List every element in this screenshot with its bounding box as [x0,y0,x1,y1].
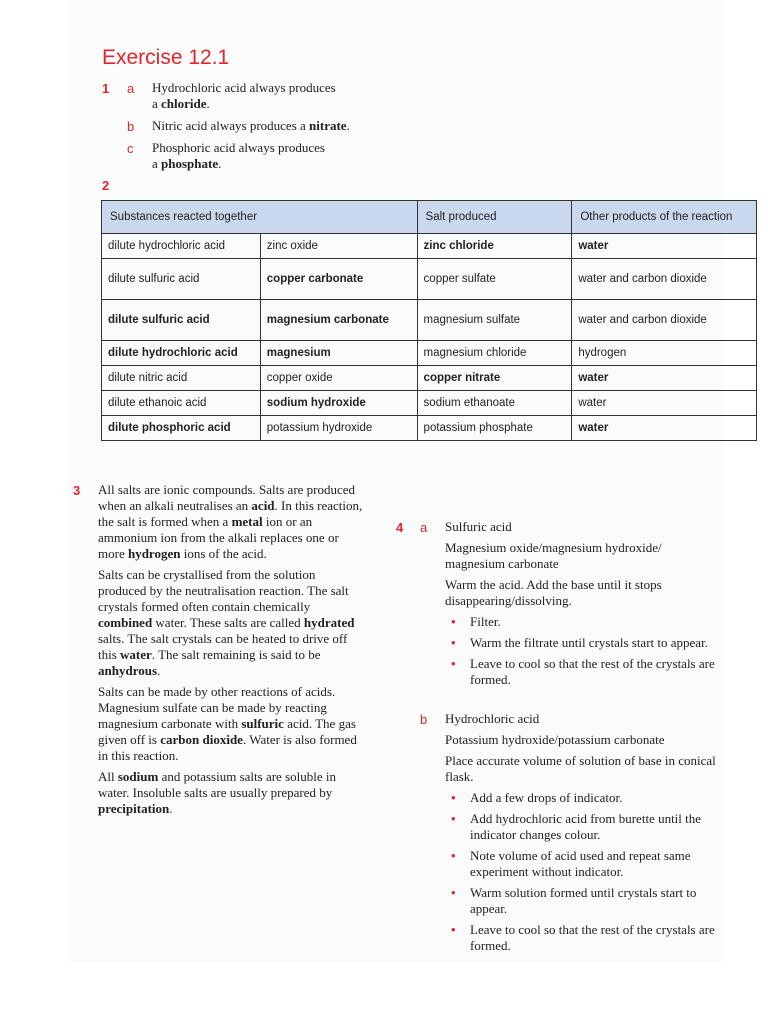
q4a-acid: Sulfuric acid [445,519,512,534]
text-segment: . In this reaction, the salt is formed when a [98,498,363,529]
table-cell: hydrogen [572,341,757,366]
bullet-icon: • [451,922,456,937]
table-cell: zinc chloride [417,234,572,259]
q4a-base: Magnesium oxide/magnesium hydroxide/ magnesium carbonate [445,540,662,571]
table-cell: sodium ethanoate [417,391,572,416]
text-segment: . Water is also formed in this reaction. [98,732,357,763]
q4a-method: Warm the acid. Add the base until it stops disappearing/dissolving. [445,577,662,608]
bullet-icon: • [451,848,456,863]
question-3-number: 3 [73,483,81,498]
question-1-number: 1 [102,81,110,96]
table-cell: dilute ethanoic acid [102,391,261,416]
table-row [102,259,757,300]
exercise-title: Exercise 12.1 [102,46,230,69]
salt-table [101,200,757,441]
table-cell: magnesium chloride [417,341,572,366]
bold-term: carbon dioxide [160,732,243,747]
list-item [445,656,720,688]
table-row [102,416,757,441]
bold-term: sulfuric [241,716,284,731]
bullet-text: Add hydrochloric acid from burette until the indicator changes colour. [470,811,702,842]
q1c-text: Phosphoric acid always produces a phosphate. [152,140,325,171]
q3-paragraph-1 [98,482,366,562]
q4b-method: Place accurate volume of solution of base in conical flask. [445,753,716,784]
text-segment: All salts are ionic compounds. Salts are produced when an alkali neutralises an [98,482,356,513]
text-segment: . [169,801,173,816]
bold-term: anhydrous [98,663,158,678]
bold-term: hydrogen [127,546,181,561]
bullet-text: Add a few drops of indicator. [470,790,623,805]
bold-term: metal [231,514,263,529]
text-segment: Salts can be crystallised from the solution produced by the neutralisation reaction. The salt crystals formed often contain chemically [98,567,349,614]
q1b-letter: b [127,119,135,134]
table-cell: water [572,366,757,391]
bold-term: precipitation [98,801,170,816]
bullet-icon: • [451,635,456,650]
q4a-letter: a [420,520,428,535]
text-segment: Salts can be made by other reactions of acids. Magnesium sulfate can be made by reacting magnesium carbonate with [98,684,336,731]
q3-paragraph-2 [98,567,366,679]
bullet-text: Warm the filtrate until crystals start to appear. [470,635,708,650]
bold-term: hydrated [303,615,355,630]
q4a-bullet-list [445,614,720,688]
table-row [102,366,757,391]
bullet-text: Leave to cool so that the rest of the crystals are formed. [470,656,715,687]
table-cell: dilute hydrochloric acid [102,341,261,366]
table-row [102,300,757,341]
list-item [445,635,720,651]
text-segment: acid. The gas given off is [98,716,356,747]
list-item [445,848,720,880]
table-cell: dilute sulfuric acid [102,300,261,341]
q1a-letter: a [127,81,135,96]
text-segment: water. These salts are called [152,615,304,630]
bullet-text: Filter. [470,614,501,629]
bold-term: sodium [117,769,159,784]
table-cell: copper sulfate [417,259,572,300]
table-cell: dilute nitric acid [102,366,261,391]
text-segment: ions of the acid. [180,546,267,561]
q3-answer [98,482,366,822]
bullet-icon: • [451,790,456,805]
table-cell: potassium phosphate [417,416,572,441]
q4b-base: Potassium hydroxide/potassium carbonate [445,732,665,747]
table-row [102,341,757,366]
table-header-row [102,201,757,234]
bullet-icon: • [451,885,456,900]
bold-term: combined [98,615,153,630]
question-4-number: 4 [396,520,404,535]
table-cell: magnesium [260,341,417,366]
q4b-letter: b [420,712,428,727]
table-cell: magnesium sulfate [417,300,572,341]
bullet-icon: • [451,656,456,671]
table-cell: dilute phosphoric acid [102,416,261,441]
text-segment: salts. The salt crystals can be heated to drive off this [98,631,348,662]
table-cell: copper nitrate [417,366,572,391]
question-2-number: 2 [102,178,110,193]
q1b-text: Nitric acid always produces a nitrate. [152,118,350,133]
table-row [102,234,757,259]
bullet-text: Warm solution formed until crystals start to appear. [470,885,697,916]
list-item [445,922,720,954]
q4b-acid: Hydrochloric acid [445,711,540,726]
table-cell: zinc oxide [260,234,417,259]
bullet-text: Leave to cool so that the rest of the crystals are formed. [470,922,715,953]
header-salt: Salt produced [417,201,572,234]
table-cell: dilute hydrochloric acid [102,234,261,259]
text-segment: and potassium salts are soluble in water. Insoluble salts are usually prepared by [98,769,336,800]
table-row [102,391,757,416]
q3-paragraph-3 [98,684,366,764]
table-cell: water and carbon dioxide [572,259,757,300]
list-item [445,614,720,630]
table-cell: water [572,234,757,259]
table-cell: water [572,416,757,441]
bold-term: acid [251,498,275,513]
text-segment: All [98,769,118,784]
bullet-icon: • [451,614,456,629]
table-cell: sodium hydroxide [260,391,417,416]
table-cell: copper oxide [260,366,417,391]
table-cell: potassium hydroxide [260,416,417,441]
q1c-letter: c [127,141,134,156]
list-item [445,811,720,843]
bold-term: water [120,647,152,662]
list-item [445,790,720,806]
header-substances: Substances reacted together [102,201,418,234]
text-segment: . [157,663,161,678]
text-segment: . The salt remaining is said to be [151,647,321,662]
q4b-bullet-list [445,790,720,954]
table-cell: magnesium carbonate [260,300,417,341]
list-item [445,885,720,917]
bullet-icon: • [451,811,456,826]
q3-paragraph-4 [98,769,366,817]
table-cell: water [572,391,757,416]
q4a-answer [445,519,720,693]
q4b-answer [445,711,720,959]
table-cell: water and carbon dioxide [572,300,757,341]
q1a-text: Hydrochloric acid always produces a chloride. [152,80,336,111]
table-cell: dilute sulfuric acid [102,259,261,300]
text-segment: ion or an ammonium ion from the alkali replaces one or more [98,514,339,561]
header-other-products: Other products of the reaction [572,201,757,234]
bullet-text: Note volume of acid used and repeat same experiment without indicator. [470,848,691,879]
table-cell: copper carbonate [260,259,417,300]
